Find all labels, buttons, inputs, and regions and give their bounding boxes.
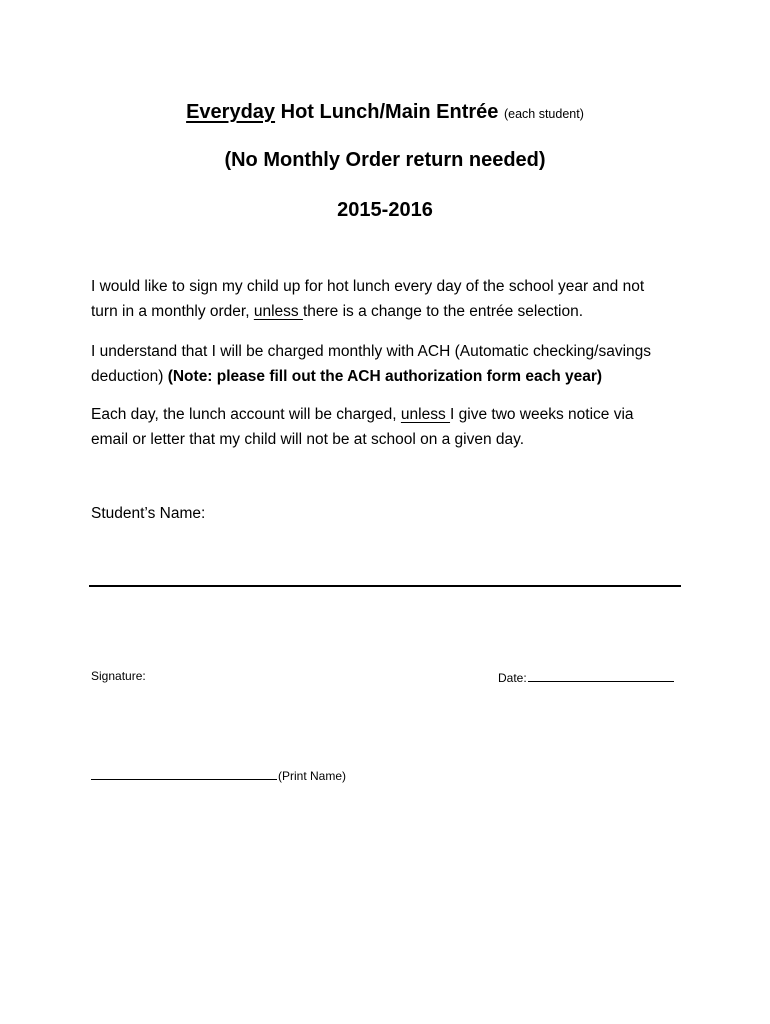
school-year: 2015-2016 bbox=[337, 199, 433, 221]
paragraph-signup-line2 bbox=[91, 299, 691, 324]
form-title bbox=[0, 101, 770, 124]
paragraph-signup bbox=[91, 274, 691, 324]
paragraph-charges-line2: email or letter that my child will not be at school on a given day. bbox=[91, 431, 525, 448]
paragraph-charges bbox=[91, 402, 691, 452]
form-subtitle: (No Monthly Order return needed) bbox=[224, 149, 546, 171]
text-segment: turn in a monthly order, bbox=[91, 303, 254, 320]
paragraph-ach-line2 bbox=[91, 364, 691, 389]
student-name-line[interactable] bbox=[89, 585, 681, 587]
title-underlined-word: Everyday bbox=[186, 101, 276, 123]
student-name-label: Student’s Name: bbox=[91, 505, 206, 522]
paragraph-ach bbox=[91, 339, 691, 389]
text-segment: there is a change to the entrée selection. bbox=[302, 303, 584, 320]
date-field bbox=[498, 669, 674, 685]
title-main: Hot Lunch/Main Entrée bbox=[275, 101, 504, 123]
title-note: (each student) bbox=[503, 107, 584, 121]
text-segment: Each day, the lunch account will be charged, bbox=[91, 406, 401, 423]
paragraph-charges-line1 bbox=[91, 402, 691, 427]
paragraph-ach-line1: I understand that I will be charged monthly with ACH (Automatic checking/savings bbox=[91, 343, 651, 360]
date-line[interactable] bbox=[528, 669, 674, 682]
date-label: Date: bbox=[498, 671, 527, 685]
underlined-unless: unless bbox=[400, 406, 451, 423]
print-name-field bbox=[91, 767, 346, 783]
print-name-label: (Print Name) bbox=[278, 769, 347, 783]
print-name-line[interactable] bbox=[91, 767, 277, 780]
paragraph-signup-line1: I would like to sign my child up for hot lunch every day of the school year and not bbox=[91, 278, 645, 295]
ach-note-bold: (Note: please fill out the ACH authorization form each year) bbox=[167, 368, 603, 385]
underlined-unless: unless bbox=[253, 303, 303, 320]
signature-label: Signature: bbox=[91, 669, 146, 683]
text-segment: deduction) bbox=[91, 368, 168, 385]
text-segment: I give two weeks notice via bbox=[450, 406, 634, 423]
